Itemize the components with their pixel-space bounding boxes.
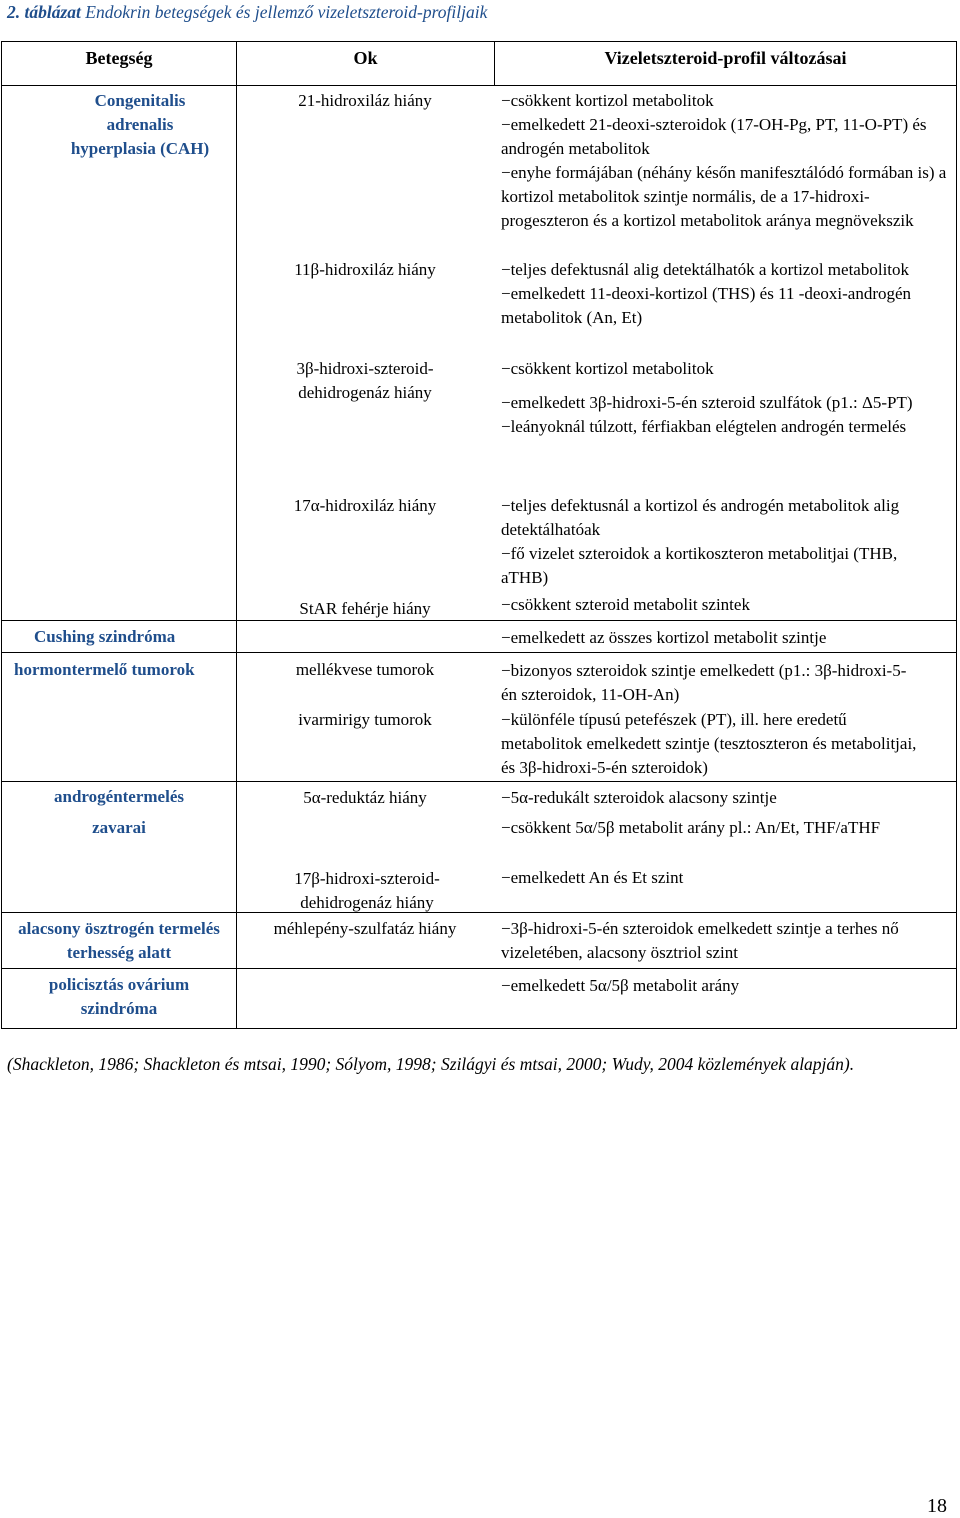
profile-17a-hydroxylase bbox=[501, 494, 947, 590]
grid-bottom bbox=[2, 1028, 957, 1029]
grid-top bbox=[2, 41, 957, 42]
profile-11b-line-1: −teljes defektusnál alig detektálhatók a kortizol metabolitok bbox=[501, 260, 910, 279]
disease-hormone-tumors: hormontermelő tumorok bbox=[14, 660, 195, 679]
profile-cushing: −emelkedett az összes kortizol metabolit szintje bbox=[501, 628, 827, 647]
profile-11b-line-2: −emelkedett 11-deoxi-kortizol (THS) és 11 -deoxi-androgén metabolitok (An, Et) bbox=[501, 284, 912, 327]
disease-low-estrogen: alacsony ösztrogén termelés terhesség alatt bbox=[18, 919, 220, 962]
cause-21-hydroxylase: 21-hidroxiláz hiány bbox=[298, 91, 432, 110]
profile-21-line-3: −enyhe formájában (néhány későn manifesztálódó formában is) a kortizol metabolitok szintje normális, de a 17-hidroxi-progeszteron és a kortizol metabolitok aránya megnövekszik bbox=[501, 163, 947, 230]
header-profile: Vizeletszteroid-profil változásai bbox=[604, 48, 847, 68]
profile-pcos: −emelkedett 5α/5β metabolit arány bbox=[501, 976, 740, 995]
header-disease: Betegség bbox=[85, 48, 153, 68]
profile-11b-hydroxylase bbox=[501, 258, 947, 330]
profile-3b-line-2: −emelkedett 3β-hidroxi-5-én szteroid szulfátok (p1.: Δ5-PT) bbox=[501, 393, 913, 412]
grid-left bbox=[1, 41, 2, 1029]
profile-5a-reductase bbox=[501, 786, 947, 840]
cause-17a-hydroxylase: 17α-hidroxiláz hiány bbox=[293, 496, 437, 515]
profile-21-line-1: −csökkent kortizol metabolitok bbox=[501, 91, 714, 110]
profile-21-hydroxylase bbox=[501, 89, 947, 233]
grid-header-bottom bbox=[2, 85, 957, 86]
grid-row-androgen-top bbox=[2, 781, 957, 782]
profile-21-line-2: −emelkedett 21-deoxi-szteroidok (17-OH-Pg, PT, 11-O-PT) és androgén metabolitok bbox=[501, 115, 927, 158]
cause-adrenal-tumors: mellékvese tumorok bbox=[295, 660, 435, 679]
profile-3b-line-1: −csökkent kortizol metabolitok bbox=[501, 359, 714, 378]
cause-placental-sulfatase: méhlepény-szulfatáz hiány bbox=[273, 919, 457, 938]
profile-adrenal-tumors: −bizonyos szteroidok szintje emelkedett (p1.: 3β-hidroxi-5-én szteroidok, 11-OH-An) bbox=[501, 661, 907, 704]
profile-17a-line-1: −teljes defektusnál a kortizol és androgén metabolitok alig detektálhatóak bbox=[501, 496, 900, 539]
grid-row-pcos-top bbox=[2, 968, 957, 969]
profile-3b-line-3: −leányoknál túlzott, férfiakban elégtelen androgén termelés bbox=[501, 417, 907, 436]
disease-androgen-production: androgéntermelés bbox=[54, 787, 184, 806]
table-caption bbox=[7, 0, 487, 24]
profile-17b-hsd: −emelkedett An és Et szint bbox=[501, 868, 684, 887]
profile-5a-line-2: −csökkent 5α/5β metabolit arány pl.: An/Et, THF/aTHF bbox=[501, 818, 881, 837]
profile-5a-line-1: −5α-redukált szteroidok alacsony szintje bbox=[501, 788, 777, 807]
disease-cushing: Cushing szindróma bbox=[34, 627, 176, 646]
grid-right bbox=[956, 41, 957, 1029]
cause-star: StAR fehérje hiány bbox=[299, 599, 431, 618]
grid-row-estrogen-top bbox=[2, 912, 957, 913]
cause-17b-hsd: 17β-hidroxi-szteroid-dehidrogenáz hiány bbox=[294, 869, 440, 912]
cause-11b-hydroxylase: 11β-hidroxiláz hiány bbox=[294, 260, 436, 279]
grid-col1 bbox=[236, 41, 237, 1029]
disease-pcos: policisztás ovárium szindróma bbox=[48, 975, 190, 1018]
profile-gonad-tumors: −különféle típusú petefészek (PT), ill. here eredetű metabolitok emelkedett szintje (tesztoszteron és metabolitjai, és 3β-hidroxi-5-én szteroidok) bbox=[501, 710, 917, 777]
cause-3b-hsd: 3β-hidroxi-szteroid-dehidrogenáz hiány bbox=[296, 359, 434, 402]
source-note: (Shackleton, 1986; Shackleton és mtsai, 1990; Sólyom, 1998; Szilágyi és mtsai, 2000; Wudy, 2004 közlemények alapján). bbox=[7, 1054, 855, 1074]
grid-row-tumors-top bbox=[2, 652, 957, 653]
disease-androgen-disorders: zavarai bbox=[92, 818, 146, 837]
table-number: 2. táblázat bbox=[7, 2, 81, 22]
disease-cah: Congenitalis adrenalis hyperplasia (CAH) bbox=[70, 91, 210, 158]
profile-placental-sulfatase: −3β-hidroxi-5-én szteroidok emelkedett szintje a terhes nő vizeletében, alacsony ösztriol szint bbox=[501, 919, 899, 962]
cause-5a-reductase: 5α-reduktáz hiány bbox=[303, 788, 427, 807]
table-title: Endokrin betegségek és jellemző vizeletszteroid-profiljaik bbox=[85, 2, 488, 22]
profile-3b-hsd bbox=[501, 357, 947, 439]
profile-star: −csökkent szteroid metabolit szintek bbox=[501, 595, 750, 614]
page-number: 18 bbox=[927, 1495, 947, 1517]
header-cause: Ok bbox=[353, 48, 378, 68]
profile-17a-line-2: −fő vizelet szteroidok a kortikoszteron metabolitjai (THB, aTHB) bbox=[501, 544, 898, 587]
cause-gonad-tumors: ivarmirigy tumorok bbox=[298, 710, 432, 729]
